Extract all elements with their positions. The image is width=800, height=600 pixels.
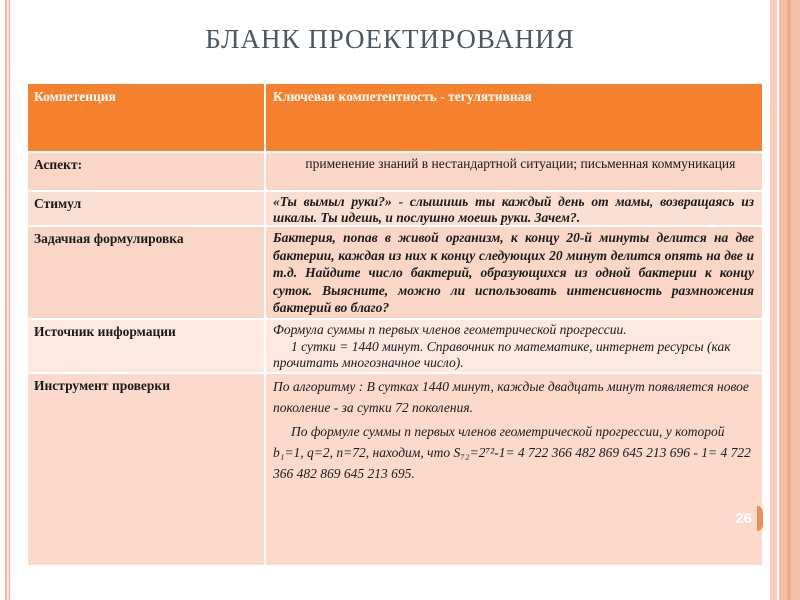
task-formulation-text: Бактерия, попав в живой организм, к концу 20-й минуты делится на две бактерии, каждая из них к концу следующих 20 минут делится опять на две и т.д. Найдите число бактерий, образующихся из одной бактерии к концу суток. Выясните, можно ли использовать интенсивность размножения бактерий во благо?: [273, 230, 754, 315]
page-number: 26: [735, 510, 752, 527]
right-edge-stripe-1: [770, 0, 777, 600]
header-cell-key-competence: Ключевая компетентность - тегулятивная: [266, 84, 762, 151]
table-row-stimulus: [28, 192, 762, 225]
row-cell-task-formulation: [266, 227, 762, 318]
row-cell-stimulus: [266, 192, 762, 225]
information-source-text-2: 1 сутки = 1440 минут. Справочник по математике, интернет ресурсы (как прочитать многозначное число).: [273, 338, 731, 370]
table-row-task-formulation: [28, 227, 762, 318]
table-row-verification-tool: [28, 374, 762, 565]
right-edge-stripe-2: [779, 0, 787, 600]
row-label-verification-tool: Инструмент проверки: [28, 374, 264, 565]
stimulus-text: «Ты вымыл руки?» - слышишь ты каждый день от мамы, возвращаясь из шкалы. Ты идешь, и послушно моешь руки. Зачем?.: [273, 194, 754, 225]
row-label-task-formulation: Задачная формулировка: [28, 227, 264, 318]
slide-title: БЛАНК ПРОЕКТИРОВАНИЯ: [205, 24, 575, 54]
header-cell-competence: Компетенция: [28, 84, 264, 151]
row-cell-aspect: [266, 153, 762, 190]
verification-tool-text-2: По формуле суммы n первых членов геометрической прогрессии, у которой b₁=1, q=2, n=72, находим, что S₇₂=2⁷²-1= 4 722 366 482 869 645 213 696 - 1= 4 722 366 482 869 645 213 695.: [273, 424, 751, 481]
row-label-aspect: Аспект:: [28, 153, 264, 190]
left-edge-stripe-thin: [9, 0, 10, 600]
row-cell-information-source: [266, 320, 762, 372]
page-number-tab: [757, 506, 763, 531]
design-form-table: [28, 84, 762, 565]
table-header-row: [28, 84, 762, 151]
table-row-aspect: [28, 153, 762, 190]
verification-tool-text-1: По алгоритму : В сутках 1440 минут, каждые двадцать минут появляется новое поколение - за сутки 72 поколения.: [273, 379, 749, 415]
row-cell-verification-tool: [266, 374, 762, 565]
row-label-information-source: Источник информации: [28, 320, 264, 372]
right-edge-stripe-4: [791, 0, 800, 600]
information-source-text-1: Формула суммы n первых членов геометрической прогрессии.: [273, 322, 627, 337]
table-row-information-source: [28, 320, 762, 372]
row-label-stimulus: Стимул: [28, 192, 264, 225]
aspect-text: применение знаний в нестандартной ситуации; письменная коммуникация: [305, 156, 736, 171]
